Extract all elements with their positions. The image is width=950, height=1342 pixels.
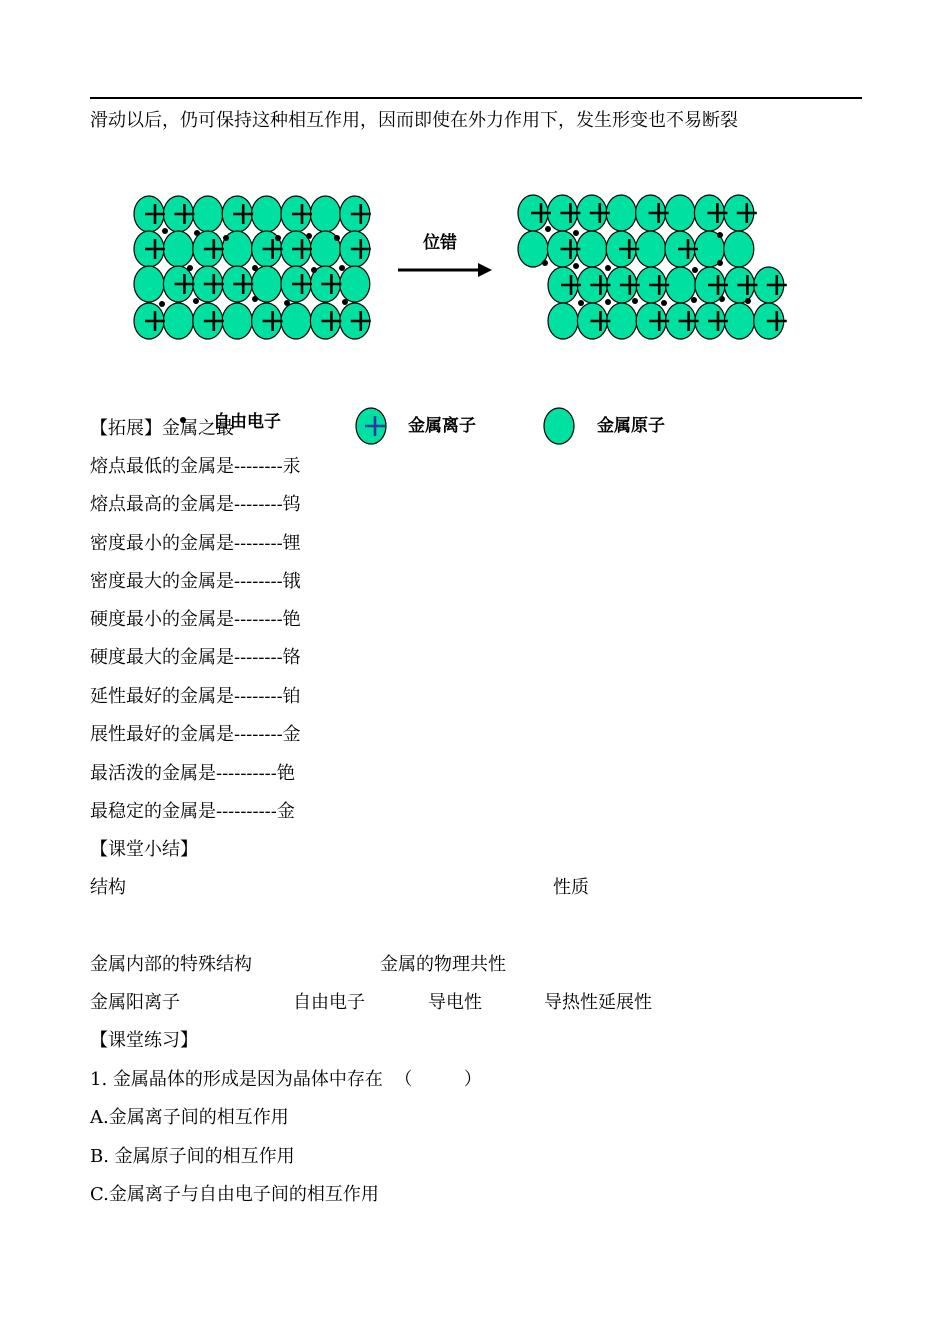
metal-atom xyxy=(666,267,696,303)
free-electron-dot xyxy=(573,263,579,269)
free-electron-dot xyxy=(573,230,579,236)
free-electron-dot xyxy=(311,267,317,273)
free-electron-dot xyxy=(661,300,667,306)
free-electron-dot xyxy=(632,298,638,304)
free-electron-dot xyxy=(717,260,723,266)
metal-atom xyxy=(134,266,164,302)
free-electron-dot xyxy=(306,233,312,239)
summary-free-electron: 自由电子 xyxy=(293,992,365,1013)
free-electron-dot xyxy=(692,267,698,273)
dislocation-label: 位错 xyxy=(423,233,457,253)
summary-heading: 【课堂小结】 xyxy=(90,839,198,860)
free-electron-dot xyxy=(542,260,548,266)
metal-atom xyxy=(665,195,695,231)
metal-atom xyxy=(222,303,252,339)
arrow-head xyxy=(478,263,492,277)
list-item: 密度最小的金属是--------锂 xyxy=(90,533,301,554)
legend-electron-label: 自由电子 xyxy=(213,412,281,432)
list-item: 熔点最高的金属是--------钨 xyxy=(90,494,301,515)
metal-atom xyxy=(193,196,223,232)
list-item: 展性最好的金属是--------金 xyxy=(90,724,301,745)
free-electron-dot xyxy=(342,299,348,305)
free-electron-dot xyxy=(719,296,725,302)
legend-atom-glyph xyxy=(544,408,574,444)
metal-lattice-diagram xyxy=(0,0,950,460)
free-electron-dot xyxy=(252,265,258,271)
free-electron-dot xyxy=(339,265,345,271)
free-electron-dot xyxy=(194,230,200,236)
free-electron-dot xyxy=(745,298,751,304)
metal-atom xyxy=(548,303,578,339)
metal-atom xyxy=(607,303,637,339)
summary-property: 性质 xyxy=(553,877,589,898)
exercise-option-c: C.金属离子与自由电子间的相互作用 xyxy=(90,1184,379,1205)
exercise-option-a: A.金属离子间的相互作用 xyxy=(90,1107,289,1128)
summary-physical-common: 金属的物理共性 xyxy=(380,954,506,975)
extension-heading: 【拓展】金属之最 xyxy=(90,418,234,439)
free-electron-dot xyxy=(545,226,551,232)
free-electron-dot xyxy=(578,300,584,306)
metal-atom xyxy=(163,231,193,267)
legend-atom-label: 金属原子 xyxy=(597,416,665,436)
metal-atom xyxy=(340,266,370,302)
list-item: 最活泼的金属是----------铯 xyxy=(90,763,295,784)
summary-cation: 金属阳离子 xyxy=(90,992,180,1013)
free-electron-dot xyxy=(334,235,340,241)
metal-atom xyxy=(606,195,636,231)
metal-atom xyxy=(724,231,754,267)
exercise-question: 1. 金属晶体的形成是因为晶体中存在 （ ） xyxy=(90,1069,482,1090)
list-item: 密度最大的金属是--------锇 xyxy=(90,571,301,592)
free-electron-dot xyxy=(691,297,697,303)
legend-ion-label: 金属离子 xyxy=(408,416,476,436)
free-electron-dot xyxy=(159,301,165,307)
summary-special-structure: 金属内部的特殊结构 xyxy=(90,954,252,975)
list-item: 硬度最大的金属是--------铬 xyxy=(90,647,301,668)
list-item: 延性最好的金属是--------铂 xyxy=(90,686,301,707)
free-electron-dot xyxy=(717,232,723,238)
summary-thermal-ductility: 导热性延展性 xyxy=(544,992,652,1013)
free-electron-dot xyxy=(187,265,193,271)
summary-structure: 结构 xyxy=(90,877,126,898)
free-electron-dot xyxy=(605,299,611,305)
metal-atom xyxy=(163,303,193,339)
list-item: 硬度最小的金属是--------铯 xyxy=(90,609,301,630)
metal-atom xyxy=(636,231,666,267)
free-electron-dot xyxy=(284,300,290,306)
metal-atom xyxy=(577,231,607,267)
free-electron-dot xyxy=(193,298,199,304)
metal-atom xyxy=(310,196,340,232)
exercise-heading: 【课堂练习】 xyxy=(90,1030,198,1051)
exercise-option-b: B. 金属原子间的相互作用 xyxy=(90,1146,295,1167)
intro-text: 滑动以后，仍可保持这种相互作用，因而即使在外力作用下，发生形变也不易断裂 xyxy=(90,110,738,131)
free-electron-dot xyxy=(605,265,611,271)
list-item: 熔点最低的金属是--------汞 xyxy=(90,456,301,477)
free-electron-dot xyxy=(275,235,281,241)
metal-atom xyxy=(281,303,311,339)
list-item: 最稳定的金属是----------金 xyxy=(90,801,295,822)
summary-conductivity: 导电性 xyxy=(428,992,482,1013)
free-electron-dot xyxy=(162,228,168,234)
free-electron-dot xyxy=(252,296,258,302)
metal-atom xyxy=(252,196,282,232)
metal-atom xyxy=(724,303,754,339)
free-electron-dot xyxy=(223,235,229,241)
